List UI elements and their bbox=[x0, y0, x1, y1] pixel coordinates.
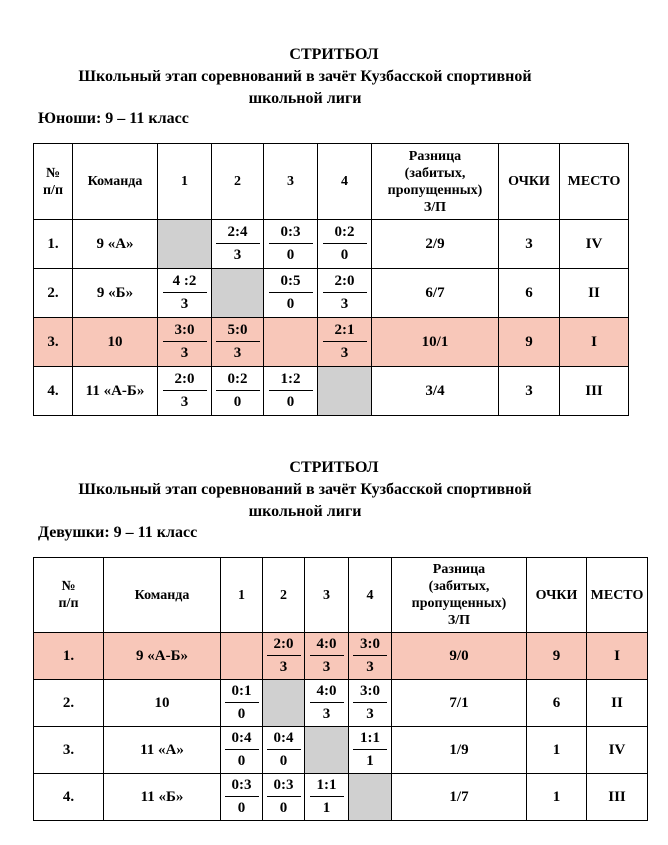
row-number: 4. bbox=[34, 774, 104, 821]
team-name: 9 «А-Б» bbox=[104, 633, 221, 680]
game-result-cell bbox=[212, 318, 264, 367]
header-difference-line: З/П bbox=[447, 613, 471, 628]
goal-difference: 9/0 bbox=[392, 633, 527, 680]
game-result-cell bbox=[305, 633, 349, 680]
total-points: 3 bbox=[499, 367, 560, 416]
subtitle-boys-line1: Школьный этап соревнований в зачёт Кузбасской спортивной bbox=[78, 68, 532, 85]
header-game-1: 1 bbox=[221, 558, 263, 633]
game-points: 0 bbox=[237, 800, 246, 816]
game-result bbox=[158, 370, 211, 412]
game-score: 2:1 bbox=[323, 321, 367, 342]
header-game-2: 2 bbox=[263, 558, 305, 633]
header-number bbox=[34, 144, 73, 220]
game-score: 0:4 bbox=[267, 729, 301, 750]
game-result bbox=[318, 321, 371, 363]
header-number-line1: № bbox=[61, 579, 76, 594]
table-row bbox=[34, 727, 648, 774]
header-difference-line: Разница bbox=[432, 562, 486, 577]
game-score: 0:1 bbox=[225, 682, 259, 703]
table-row bbox=[34, 220, 629, 269]
game-result bbox=[158, 272, 211, 314]
game-score: 4:0 bbox=[310, 682, 344, 703]
table-row bbox=[34, 367, 629, 416]
game-result-cell bbox=[158, 367, 212, 416]
header-number bbox=[34, 558, 104, 633]
game-points: 3 bbox=[322, 706, 331, 722]
team-name: 9 «А» bbox=[73, 220, 158, 269]
game-result bbox=[264, 272, 317, 314]
game-score: 1:2 bbox=[269, 370, 313, 391]
header-game-4: 4 bbox=[318, 144, 372, 220]
goal-difference: 6/7 bbox=[372, 269, 499, 318]
self-match-cell bbox=[158, 220, 212, 269]
goal-difference: 2/9 bbox=[372, 220, 499, 269]
row-number: 2. bbox=[34, 269, 73, 318]
total-points: 9 bbox=[527, 633, 587, 680]
game-points: 3 bbox=[180, 296, 189, 312]
game-score: 1:1 bbox=[353, 729, 387, 750]
game-result-cell bbox=[263, 633, 305, 680]
game-result-cell bbox=[158, 318, 212, 367]
header-game-4: 4 bbox=[349, 558, 392, 633]
game-result bbox=[212, 223, 263, 265]
header-difference bbox=[372, 144, 499, 220]
game-result bbox=[221, 776, 262, 818]
header-difference-line: Разница bbox=[408, 148, 462, 164]
table-row bbox=[34, 318, 629, 367]
game-points: 3 bbox=[180, 394, 189, 410]
team-name: 11 «А» bbox=[104, 727, 221, 774]
game-score: 3:0 bbox=[163, 321, 207, 342]
group-label-boys: Юноши: 9 – 11 класс bbox=[38, 110, 189, 127]
header-place: МЕСТО bbox=[587, 558, 648, 633]
header-difference-line: пропущенных) bbox=[411, 596, 507, 611]
game-result bbox=[263, 635, 304, 677]
table-row bbox=[34, 633, 648, 680]
subtitle-girls-line1: Школьный этап соревнований в зачёт Кузбасской спортивной bbox=[78, 481, 532, 498]
header-row bbox=[34, 144, 629, 220]
game-points: 0 bbox=[237, 706, 246, 722]
final-place: I bbox=[587, 633, 648, 680]
game-result bbox=[305, 776, 348, 818]
row-number: 3. bbox=[34, 727, 104, 774]
team-name: 10 bbox=[104, 680, 221, 727]
game-points: 3 bbox=[180, 345, 189, 361]
header-points: ОЧКИ bbox=[527, 558, 587, 633]
group-label-girls: Девушки: 9 – 11 класс bbox=[38, 524, 198, 541]
game-result-cell bbox=[349, 633, 392, 680]
game-score: 0:3 bbox=[225, 776, 259, 797]
game-result-cell bbox=[212, 367, 264, 416]
self-match-cell bbox=[264, 318, 318, 367]
goal-difference: 1/7 bbox=[392, 774, 527, 821]
game-result bbox=[318, 223, 371, 265]
game-points: 0 bbox=[279, 800, 288, 816]
header-team: Команда bbox=[104, 558, 221, 633]
title-girls: СТРИТБОЛ bbox=[289, 459, 379, 476]
game-result-cell bbox=[349, 727, 392, 774]
header-number-line2: п/п bbox=[58, 596, 79, 611]
game-score: 4:0 bbox=[310, 635, 344, 656]
final-place: I bbox=[560, 318, 629, 367]
game-score: 5:0 bbox=[216, 321, 260, 342]
header-difference-line: пропущенных) bbox=[387, 182, 483, 198]
header-game-1: 1 bbox=[158, 144, 212, 220]
header-points: ОЧКИ bbox=[499, 144, 560, 220]
final-place: II bbox=[587, 680, 648, 727]
game-score: 0:4 bbox=[225, 729, 259, 750]
game-result-cell bbox=[264, 367, 318, 416]
game-result bbox=[212, 370, 263, 412]
goal-difference: 3/4 bbox=[372, 367, 499, 416]
game-points: 0 bbox=[279, 753, 288, 769]
header-game-3: 3 bbox=[264, 144, 318, 220]
game-points: 0 bbox=[286, 247, 295, 263]
header-place: МЕСТО bbox=[560, 144, 629, 220]
game-points: 0 bbox=[286, 394, 295, 410]
team-name: 11 «А-Б» bbox=[73, 367, 158, 416]
game-result-cell bbox=[318, 220, 372, 269]
game-result bbox=[263, 776, 304, 818]
game-score: 2:0 bbox=[163, 370, 207, 391]
goal-difference: 7/1 bbox=[392, 680, 527, 727]
goal-difference: 10/1 bbox=[372, 318, 499, 367]
self-match-cell bbox=[349, 774, 392, 821]
standings-table-boys bbox=[33, 143, 629, 416]
game-result bbox=[158, 321, 211, 363]
game-points: 3 bbox=[366, 659, 374, 675]
game-result-cell bbox=[318, 269, 372, 318]
game-score: 0:5 bbox=[269, 272, 313, 293]
title-boys: СТРИТБОЛ bbox=[289, 46, 379, 63]
header-difference-line: (забитых, bbox=[428, 579, 490, 594]
game-result-cell bbox=[305, 774, 349, 821]
game-points: 3 bbox=[279, 659, 288, 675]
game-result bbox=[349, 682, 391, 724]
subtitle-girls-line2: школьной лиги bbox=[248, 503, 362, 520]
game-points: 1 bbox=[322, 800, 331, 816]
game-result-cell bbox=[264, 269, 318, 318]
game-result bbox=[305, 635, 348, 677]
game-result-cell bbox=[158, 269, 212, 318]
standings-table-girls bbox=[33, 557, 648, 821]
self-match-cell bbox=[212, 269, 264, 318]
header-team: Команда bbox=[73, 144, 158, 220]
game-result bbox=[349, 635, 391, 677]
header-row bbox=[34, 558, 648, 633]
self-match-cell bbox=[263, 680, 305, 727]
game-score: 2:0 bbox=[323, 272, 367, 293]
game-result-cell bbox=[263, 774, 305, 821]
header-game-3: 3 bbox=[305, 558, 349, 633]
game-result bbox=[264, 223, 317, 265]
game-score: 4 :2 bbox=[163, 272, 207, 293]
game-points: 0 bbox=[237, 753, 246, 769]
row-number: 2. bbox=[34, 680, 104, 727]
header-difference-line: З/П bbox=[423, 199, 447, 215]
game-score: 2:0 bbox=[267, 635, 301, 656]
total-points: 6 bbox=[527, 680, 587, 727]
game-result bbox=[263, 729, 304, 771]
game-points: 1 bbox=[366, 753, 374, 769]
game-result bbox=[349, 729, 391, 771]
game-result bbox=[221, 729, 262, 771]
team-name: 9 «Б» bbox=[73, 269, 158, 318]
row-number: 4. bbox=[34, 367, 73, 416]
final-place: IV bbox=[587, 727, 648, 774]
game-score: 0:2 bbox=[323, 223, 367, 244]
game-points: 3 bbox=[340, 345, 349, 361]
game-score: 3:0 bbox=[353, 635, 387, 656]
header-game-2: 2 bbox=[212, 144, 264, 220]
game-result-cell bbox=[349, 680, 392, 727]
game-points: 3 bbox=[233, 247, 242, 263]
row-number: 1. bbox=[34, 633, 104, 680]
game-score: 1:1 bbox=[310, 776, 344, 797]
game-score: 0:3 bbox=[267, 776, 301, 797]
self-match-cell bbox=[305, 727, 349, 774]
final-place: III bbox=[587, 774, 648, 821]
total-points: 1 bbox=[527, 774, 587, 821]
game-points: 0 bbox=[286, 296, 295, 312]
game-points: 0 bbox=[233, 394, 242, 410]
final-place: II bbox=[560, 269, 629, 318]
game-result-cell bbox=[305, 680, 349, 727]
total-points: 9 bbox=[499, 318, 560, 367]
game-result-cell bbox=[221, 680, 263, 727]
table-row bbox=[34, 774, 648, 821]
game-score: 3:0 bbox=[353, 682, 387, 703]
total-points: 3 bbox=[499, 220, 560, 269]
game-result-cell bbox=[318, 318, 372, 367]
game-score: 0:3 bbox=[269, 223, 313, 244]
table-row bbox=[34, 269, 629, 318]
game-result bbox=[305, 682, 348, 724]
self-match-cell bbox=[221, 633, 263, 680]
header-number-line1: № bbox=[45, 165, 61, 181]
game-result-cell bbox=[221, 774, 263, 821]
game-result-cell bbox=[264, 220, 318, 269]
game-result bbox=[221, 682, 262, 724]
total-points: 6 bbox=[499, 269, 560, 318]
goal-difference: 1/9 bbox=[392, 727, 527, 774]
team-name: 10 bbox=[73, 318, 158, 367]
row-number: 1. bbox=[34, 220, 73, 269]
game-result-cell bbox=[263, 727, 305, 774]
game-score: 0:2 bbox=[216, 370, 260, 391]
game-points: 3 bbox=[340, 296, 349, 312]
row-number: 3. bbox=[34, 318, 73, 367]
game-score: 2:4 bbox=[216, 223, 260, 244]
final-place: III bbox=[560, 367, 629, 416]
final-place: IV bbox=[560, 220, 629, 269]
game-points: 0 bbox=[340, 247, 349, 263]
game-result-cell bbox=[221, 727, 263, 774]
header-difference bbox=[392, 558, 527, 633]
game-points: 3 bbox=[322, 659, 331, 675]
header-number-line2: п/п bbox=[42, 182, 64, 198]
game-result bbox=[212, 321, 263, 363]
game-points: 3 bbox=[366, 706, 374, 722]
game-result bbox=[318, 272, 371, 314]
game-points: 3 bbox=[233, 345, 242, 361]
table-row bbox=[34, 680, 648, 727]
game-result bbox=[264, 370, 317, 412]
subtitle-boys-line2: школьной лиги bbox=[248, 90, 362, 107]
game-result-cell bbox=[212, 220, 264, 269]
team-name: 11 «Б» bbox=[104, 774, 221, 821]
header-difference-line: (забитых, bbox=[404, 165, 466, 181]
self-match-cell bbox=[318, 367, 372, 416]
total-points: 1 bbox=[527, 727, 587, 774]
